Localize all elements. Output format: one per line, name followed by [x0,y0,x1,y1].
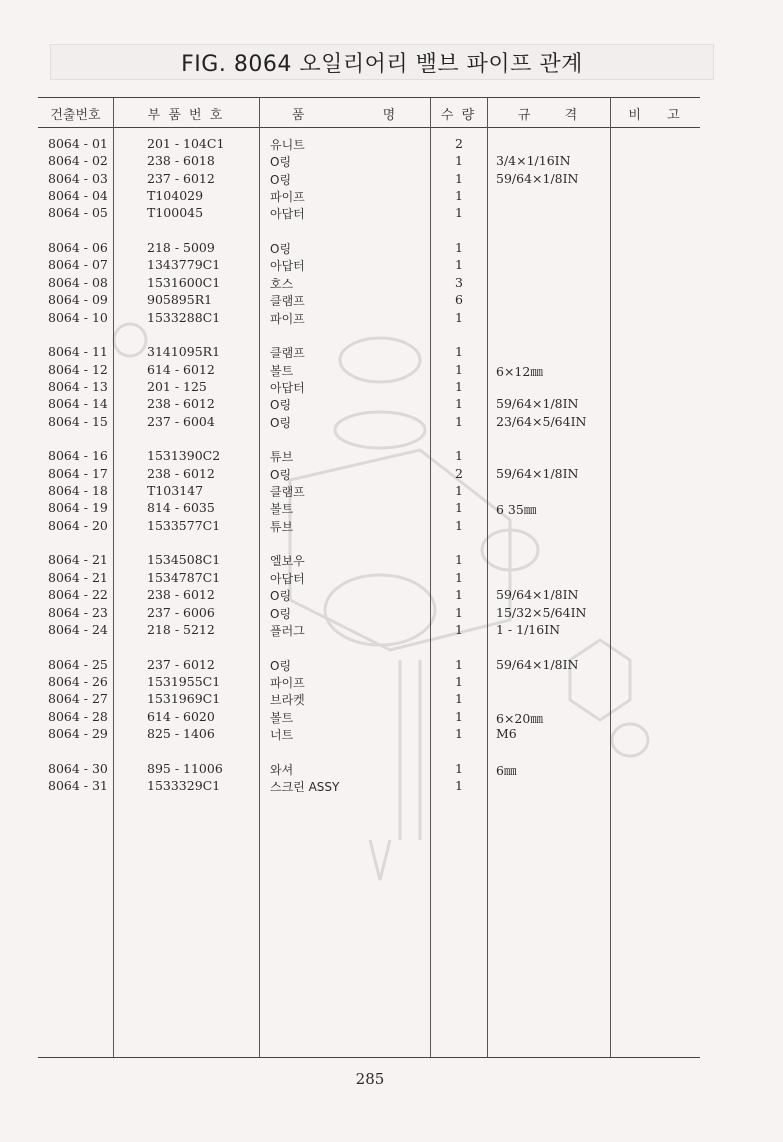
part-no-cell: 238 - 6012 [147,396,215,412]
ref-no-cell: 8064 - 19 [48,500,108,516]
spec-cell: 59/64×1/8IN [496,170,579,186]
part-no-cell: 825 - 1406 [147,725,215,741]
qty-cell: 1 [455,448,463,464]
table-row [0,570,783,587]
header-part-name: 품 명 [291,108,398,123]
qty-cell: 1 [455,413,463,429]
qty-cell: 1 [455,760,463,776]
qty-cell: 1 [455,725,463,741]
ref-no-cell: 8064 - 26 [48,673,108,689]
table-row [0,257,783,274]
part-name-cell: 너트 [270,727,294,742]
qty-cell: 1 [455,378,463,394]
part-no-cell: 218 - 5009 [147,240,215,256]
part-no-cell: T103147 [147,483,204,498]
part-name-cell: 호스 [270,276,294,291]
ref-no-cell: 8064 - 21 [48,552,108,568]
part-no-cell: 238 - 6012 [147,465,215,481]
spec-cell: 59/64×1/8IN [496,587,579,603]
qty-cell: 1 [455,778,463,793]
part-no-cell: 1534508C1 [147,552,221,568]
spec-cell: 6×12㎜ [496,363,543,379]
ref-no-cell: 8064 - 09 [48,292,108,308]
table-row [0,188,783,205]
spec-cell: M6 [496,725,517,741]
table-row [0,448,783,465]
qty-cell: 1 [455,621,463,637]
ref-no-cell: 8064 - 12 [48,361,108,377]
table-row [0,483,783,500]
table-row [0,240,783,257]
ref-no-cell: 8064 - 08 [48,274,108,290]
qty-cell: 1 [455,170,463,186]
qty-cell: 1 [455,188,463,203]
part-no-cell: 614 - 6012 [147,361,215,377]
table-row [0,657,783,674]
table-row [0,344,783,361]
part-no-cell: 814 - 6035 [147,500,215,516]
ref-no-cell: 8064 - 03 [48,170,108,186]
qty-cell: 1 [455,483,463,498]
ref-no-cell: 8064 - 31 [48,778,108,793]
part-no-cell: 201 - 125 [147,378,207,394]
table-row [0,205,783,222]
part-name-cell: 아답터 [270,207,305,222]
qty-cell: 1 [455,552,463,568]
spec-cell: 6 35㎜ [496,502,537,518]
table-row [0,622,783,639]
part-no-cell: 1533577C1 [147,517,221,533]
part-name-cell: 파이프 [270,190,305,204]
page-title: FIG. 8064 오일리어리 밸브 파이프 관계 [181,52,583,77]
qty-cell: 1 [455,517,463,533]
table-row [0,414,783,431]
table-row [0,778,783,795]
ref-no-cell: 8064 - 22 [48,587,108,603]
table-row [0,466,783,483]
ref-no-cell: 8064 - 14 [48,396,108,412]
ref-no-cell: 8064 - 11 [48,344,108,360]
table-row [0,275,783,292]
ref-no-cell: 8064 - 18 [48,483,108,498]
ref-no-cell: 8064 - 28 [48,708,108,724]
spec-cell: 59/64×1/8IN [496,656,579,672]
table-row [0,605,783,622]
header-remarks: 비 고 [628,108,682,123]
part-name-cell: O링 [270,398,292,413]
ref-no-cell: 8064 - 21 [48,569,108,585]
ref-no-cell: 8064 - 16 [48,448,108,464]
part-no-cell: 1343779C1 [147,257,221,273]
ref-no-cell: 8064 - 20 [48,517,108,533]
ref-no-cell: 8064 - 17 [48,465,108,481]
ref-no-cell: 8064 - 25 [48,656,108,672]
part-no-cell: 1531600C1 [147,274,221,290]
table-row [0,136,783,153]
part-name-cell: O링 [270,606,292,621]
table-row [0,153,783,170]
ref-no-cell: 8064 - 23 [48,604,108,620]
part-no-cell: 614 - 6020 [147,708,215,724]
header-bottom-rule [38,127,700,128]
ref-no-cell: 8064 - 10 [48,309,108,325]
spec-cell: 15/32×5/64IN [496,604,587,620]
part-name-cell: O링 [270,467,292,482]
header-part-no: 부 품 번 호 [147,108,225,123]
part-no-cell: 1533329C1 [147,778,221,793]
qty-cell: 2 [455,465,463,481]
ref-no-cell: 8064 - 29 [48,725,108,741]
header-ref-no: 건출번호 [50,108,101,123]
qty-cell: 1 [455,309,463,325]
part-name-cell: 클램프 [270,485,305,499]
table-row [0,552,783,569]
table-row [0,362,783,379]
part-no-cell: 201 - 104C1 [147,136,225,151]
qty-cell: 1 [455,500,463,516]
part-name-cell: O링 [270,589,292,604]
part-name-cell: 아답터 [270,380,305,395]
table-row [0,292,783,309]
ref-no-cell: 8064 - 30 [48,760,108,776]
part-name-cell: 아답터 [270,259,305,274]
part-name-cell: 엘보우 [270,554,305,569]
part-no-cell: 218 - 5212 [147,621,215,637]
header-qty: 수 량 [440,108,477,123]
table-row [0,587,783,604]
part-no-cell: 238 - 6012 [147,587,215,603]
part-no-cell: 1531390C2 [147,448,221,464]
spec-cell: 59/64×1/8IN [496,465,579,481]
part-name-cell: O링 [270,415,292,430]
qty-cell: 1 [455,656,463,672]
part-name-cell: O링 [270,172,292,187]
ref-no-cell: 8064 - 04 [48,188,108,203]
qty-cell: 6 [455,292,463,308]
part-name-cell: O링 [270,155,292,170]
table-row [0,726,783,743]
spec-cell: 6×20㎜ [496,710,543,726]
qty-cell: 1 [455,361,463,377]
qty-cell: 1 [455,691,463,707]
table-row [0,500,783,517]
part-no-cell: 237 - 6012 [147,170,215,186]
title-box [50,44,714,80]
part-no-cell: T100045 [147,205,204,221]
part-name-cell: 볼트 [270,502,294,517]
ref-no-cell: 8064 - 06 [48,240,108,256]
table-row [0,761,783,778]
part-name-cell: 파이프 [270,675,305,690]
part-name-cell: 볼트 [270,363,294,378]
part-name-cell: 튜브 [270,450,294,465]
part-name-cell: 튜브 [270,519,294,534]
part-name-cell: 아답터 [270,571,305,586]
ref-no-cell: 8064 - 02 [48,153,108,169]
table-row [0,171,783,188]
qty-cell: 1 [455,708,463,724]
table-row [0,691,783,708]
part-no-cell: 1531969C1 [147,691,221,707]
qty-cell: 1 [455,153,463,169]
part-name-cell: 유니트 [270,138,305,152]
qty-cell: 3 [455,274,463,290]
table-row [0,709,783,726]
table-bottom-rule [38,1057,700,1058]
header-spec: 규 격 [517,108,580,123]
part-no-cell: 905895R1 [147,292,213,308]
qty-cell: 1 [455,257,463,273]
part-no-cell: 1533288C1 [147,309,221,325]
qty-cell: 1 [455,604,463,620]
part-name-cell: 브라켓 [270,693,305,708]
table-top-rule [38,97,700,98]
qty-cell: 1 [455,240,463,256]
part-name-cell: 스크린 ASSY [270,780,340,794]
part-name-cell: O링 [270,242,292,257]
part-no-cell: 1531955C1 [147,673,221,689]
ref-no-cell: 8064 - 13 [48,378,108,394]
spec-cell: 23/64×5/64IN [496,413,587,429]
part-name-cell: 클램프 [270,346,305,361]
part-name-cell: 볼트 [270,710,294,725]
table-row [0,310,783,327]
qty-cell: 2 [455,136,463,151]
ref-no-cell: 8064 - 07 [48,257,108,273]
part-no-cell: 1534787C1 [147,569,221,585]
part-no-cell: 237 - 6012 [147,656,215,672]
part-no-cell: 237 - 6006 [147,604,215,620]
ref-no-cell: 8064 - 24 [48,621,108,637]
table-row [0,396,783,413]
part-no-cell: 895 - 11006 [147,760,223,776]
ref-no-cell: 8064 - 05 [48,205,108,221]
page-number: 285 [355,1070,385,1088]
ref-no-cell: 8064 - 15 [48,413,108,429]
part-no-cell: 3141095R1 [147,344,221,360]
qty-cell: 1 [455,344,463,360]
part-name-cell: 클램프 [270,294,305,309]
spec-cell: 3/4×1/16IN [496,153,571,169]
qty-cell: 1 [455,396,463,412]
qty-cell: 1 [455,673,463,689]
table-row [0,518,783,535]
qty-cell: 1 [455,569,463,585]
part-name-cell: 플러그 [270,623,305,638]
table-row [0,674,783,691]
qty-cell: 1 [455,587,463,603]
ref-no-cell: 8064 - 27 [48,691,108,707]
spec-cell: 6㎜ [496,762,517,778]
qty-cell: 1 [455,205,463,221]
part-name-cell: 와셔 [270,762,294,777]
ref-no-cell: 8064 - 01 [48,136,108,151]
part-no-cell: 238 - 6018 [147,153,215,169]
part-name-cell: 파이프 [270,311,305,326]
table-row [0,379,783,396]
part-no-cell: 237 - 6004 [147,413,215,429]
part-no-cell: T104029 [147,188,204,203]
part-name-cell: O링 [270,658,292,673]
spec-cell: 1 - 1/16IN [496,621,561,637]
spec-cell: 59/64×1/8IN [496,396,579,412]
